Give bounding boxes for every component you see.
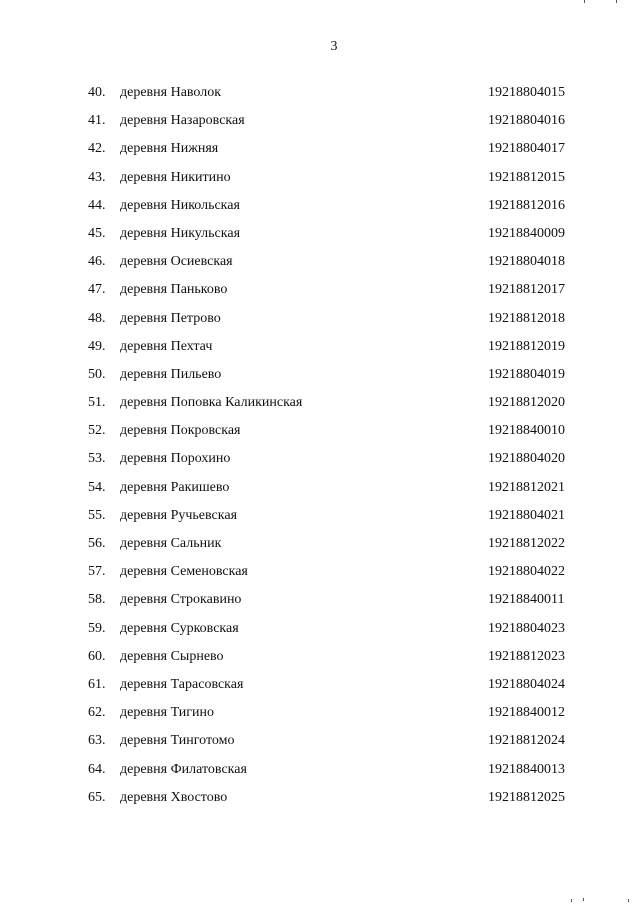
list-item [0,224,640,252]
settlement-name: деревня Семеновская [120,564,248,580]
oktmo-code: 19218804015 [488,85,565,100]
list-item [0,788,640,816]
list-item [0,139,640,167]
list-item [0,647,640,675]
item-number: 60. [88,648,106,664]
item-number: 53. [88,451,106,467]
item-number: 42. [88,141,106,157]
settlement-name: деревня Тинготомо [120,733,235,749]
settlement-name: деревня Покровская [120,423,241,439]
settlement-name: деревня Сырнево [120,648,224,664]
oktmo-code: 19218812024 [488,733,565,749]
oktmo-code: 19218812016 [488,197,565,213]
settlement-name: деревня Никитино [120,169,231,185]
settlement-name: деревня Сальник [120,536,222,551]
settlement-name: деревня Филатовская [120,761,247,777]
oktmo-code: 19218840011 [488,592,565,608]
oktmo-code: 19218804019 [488,366,565,382]
oktmo-code: 19218812023 [488,648,565,664]
settlement-name: деревня Тарасовская [120,676,244,692]
list-item [0,168,640,196]
list-item [0,393,640,421]
list-item [0,675,640,703]
item-number: 46. [88,254,106,270]
item-number: 55. [88,507,106,523]
scan-artifact [584,0,585,3]
item-number: 48. [88,310,106,326]
oktmo-code: 19218812022 [488,536,565,551]
oktmo-code: 19218804023 [488,620,565,636]
oktmo-code: 19218840009 [488,225,565,241]
oktmo-code: 19218812019 [488,338,565,354]
list-item [0,590,640,618]
settlement-name: деревня Порохино [120,451,231,467]
oktmo-code: 19218804016 [488,113,565,129]
item-number: 40. [88,85,106,100]
item-number: 58. [88,592,106,608]
settlement-name: деревня Ракишево [120,479,230,495]
settlement-name: деревня Назаровская [120,113,245,129]
settlement-name: деревня Поповка Каликинская [120,395,303,411]
item-number: 57. [88,564,106,580]
settlement-name: деревня Никольская [120,197,240,213]
list-item [0,196,640,224]
settlement-list [0,83,640,816]
settlement-name: деревня Сурковская [120,620,239,636]
list-item [0,280,640,308]
scan-artifact [583,898,584,901]
item-number: 63. [88,733,106,749]
item-number: 50. [88,366,106,382]
list-item [0,619,640,647]
list-item [0,111,640,139]
item-number: 54. [88,479,106,495]
oktmo-code: 19218804022 [488,564,565,580]
scan-artifact [571,899,572,902]
list-item [0,365,640,393]
oktmo-code: 19218840013 [488,761,565,777]
list-item [0,760,640,788]
item-number: 44. [88,197,106,213]
oktmo-code: 19218812021 [488,479,565,495]
list-item [0,83,640,111]
item-number: 43. [88,169,106,185]
settlement-name: деревня Осиевская [120,254,233,270]
oktmo-code: 19218840010 [488,423,565,439]
item-number: 41. [88,113,106,129]
oktmo-code: 19218812020 [488,395,565,411]
scan-artifact [628,899,629,902]
list-item [0,421,640,449]
oktmo-code: 19218812015 [488,169,565,185]
settlement-name: деревня Наволок [120,85,222,100]
page-number: 3 [330,39,338,54]
scan-artifact [616,0,617,3]
item-number: 56. [88,536,106,551]
item-number: 47. [88,282,106,298]
settlement-name: деревня Пильево [120,366,222,382]
oktmo-code: 19218804020 [488,451,565,467]
settlement-name: деревня Нижняя [120,141,219,157]
list-item [0,562,640,590]
item-number: 45. [88,225,106,241]
item-number: 61. [88,676,106,692]
settlement-name: деревня Никульская [120,225,241,241]
list-item [0,534,640,562]
item-number: 59. [88,620,106,636]
oktmo-code: 19218812025 [488,789,565,805]
oktmo-code: 19218812017 [488,282,565,298]
list-item [0,449,640,477]
list-item [0,703,640,731]
oktmo-code: 19218840012 [488,705,565,721]
oktmo-code: 19218804017 [488,141,565,157]
list-item [0,309,640,337]
item-number: 49. [88,338,106,354]
oktmo-code: 19218804018 [488,254,565,270]
item-number: 64. [88,761,106,777]
list-item [0,731,640,759]
list-item [0,252,640,280]
list-item [0,478,640,506]
item-number: 65. [88,789,106,805]
settlement-name: деревня Строкавино [120,592,242,608]
item-number: 51. [88,395,106,411]
oktmo-code: 19218812018 [488,310,565,326]
item-number: 52. [88,423,106,439]
settlement-name: деревня Ручьевская [120,507,238,523]
settlement-name: деревня Петрово [120,310,221,326]
settlement-name: деревня Пехтач [120,338,213,354]
settlement-name: деревня Хвостово [120,789,228,805]
oktmo-code: 19218804024 [488,676,565,692]
settlement-name: деревня Тигино [120,705,215,721]
list-item [0,506,640,534]
oktmo-code: 19218804021 [488,507,565,523]
settlement-name: деревня Паньково [120,282,228,298]
list-item [0,337,640,365]
item-number: 62. [88,705,106,721]
